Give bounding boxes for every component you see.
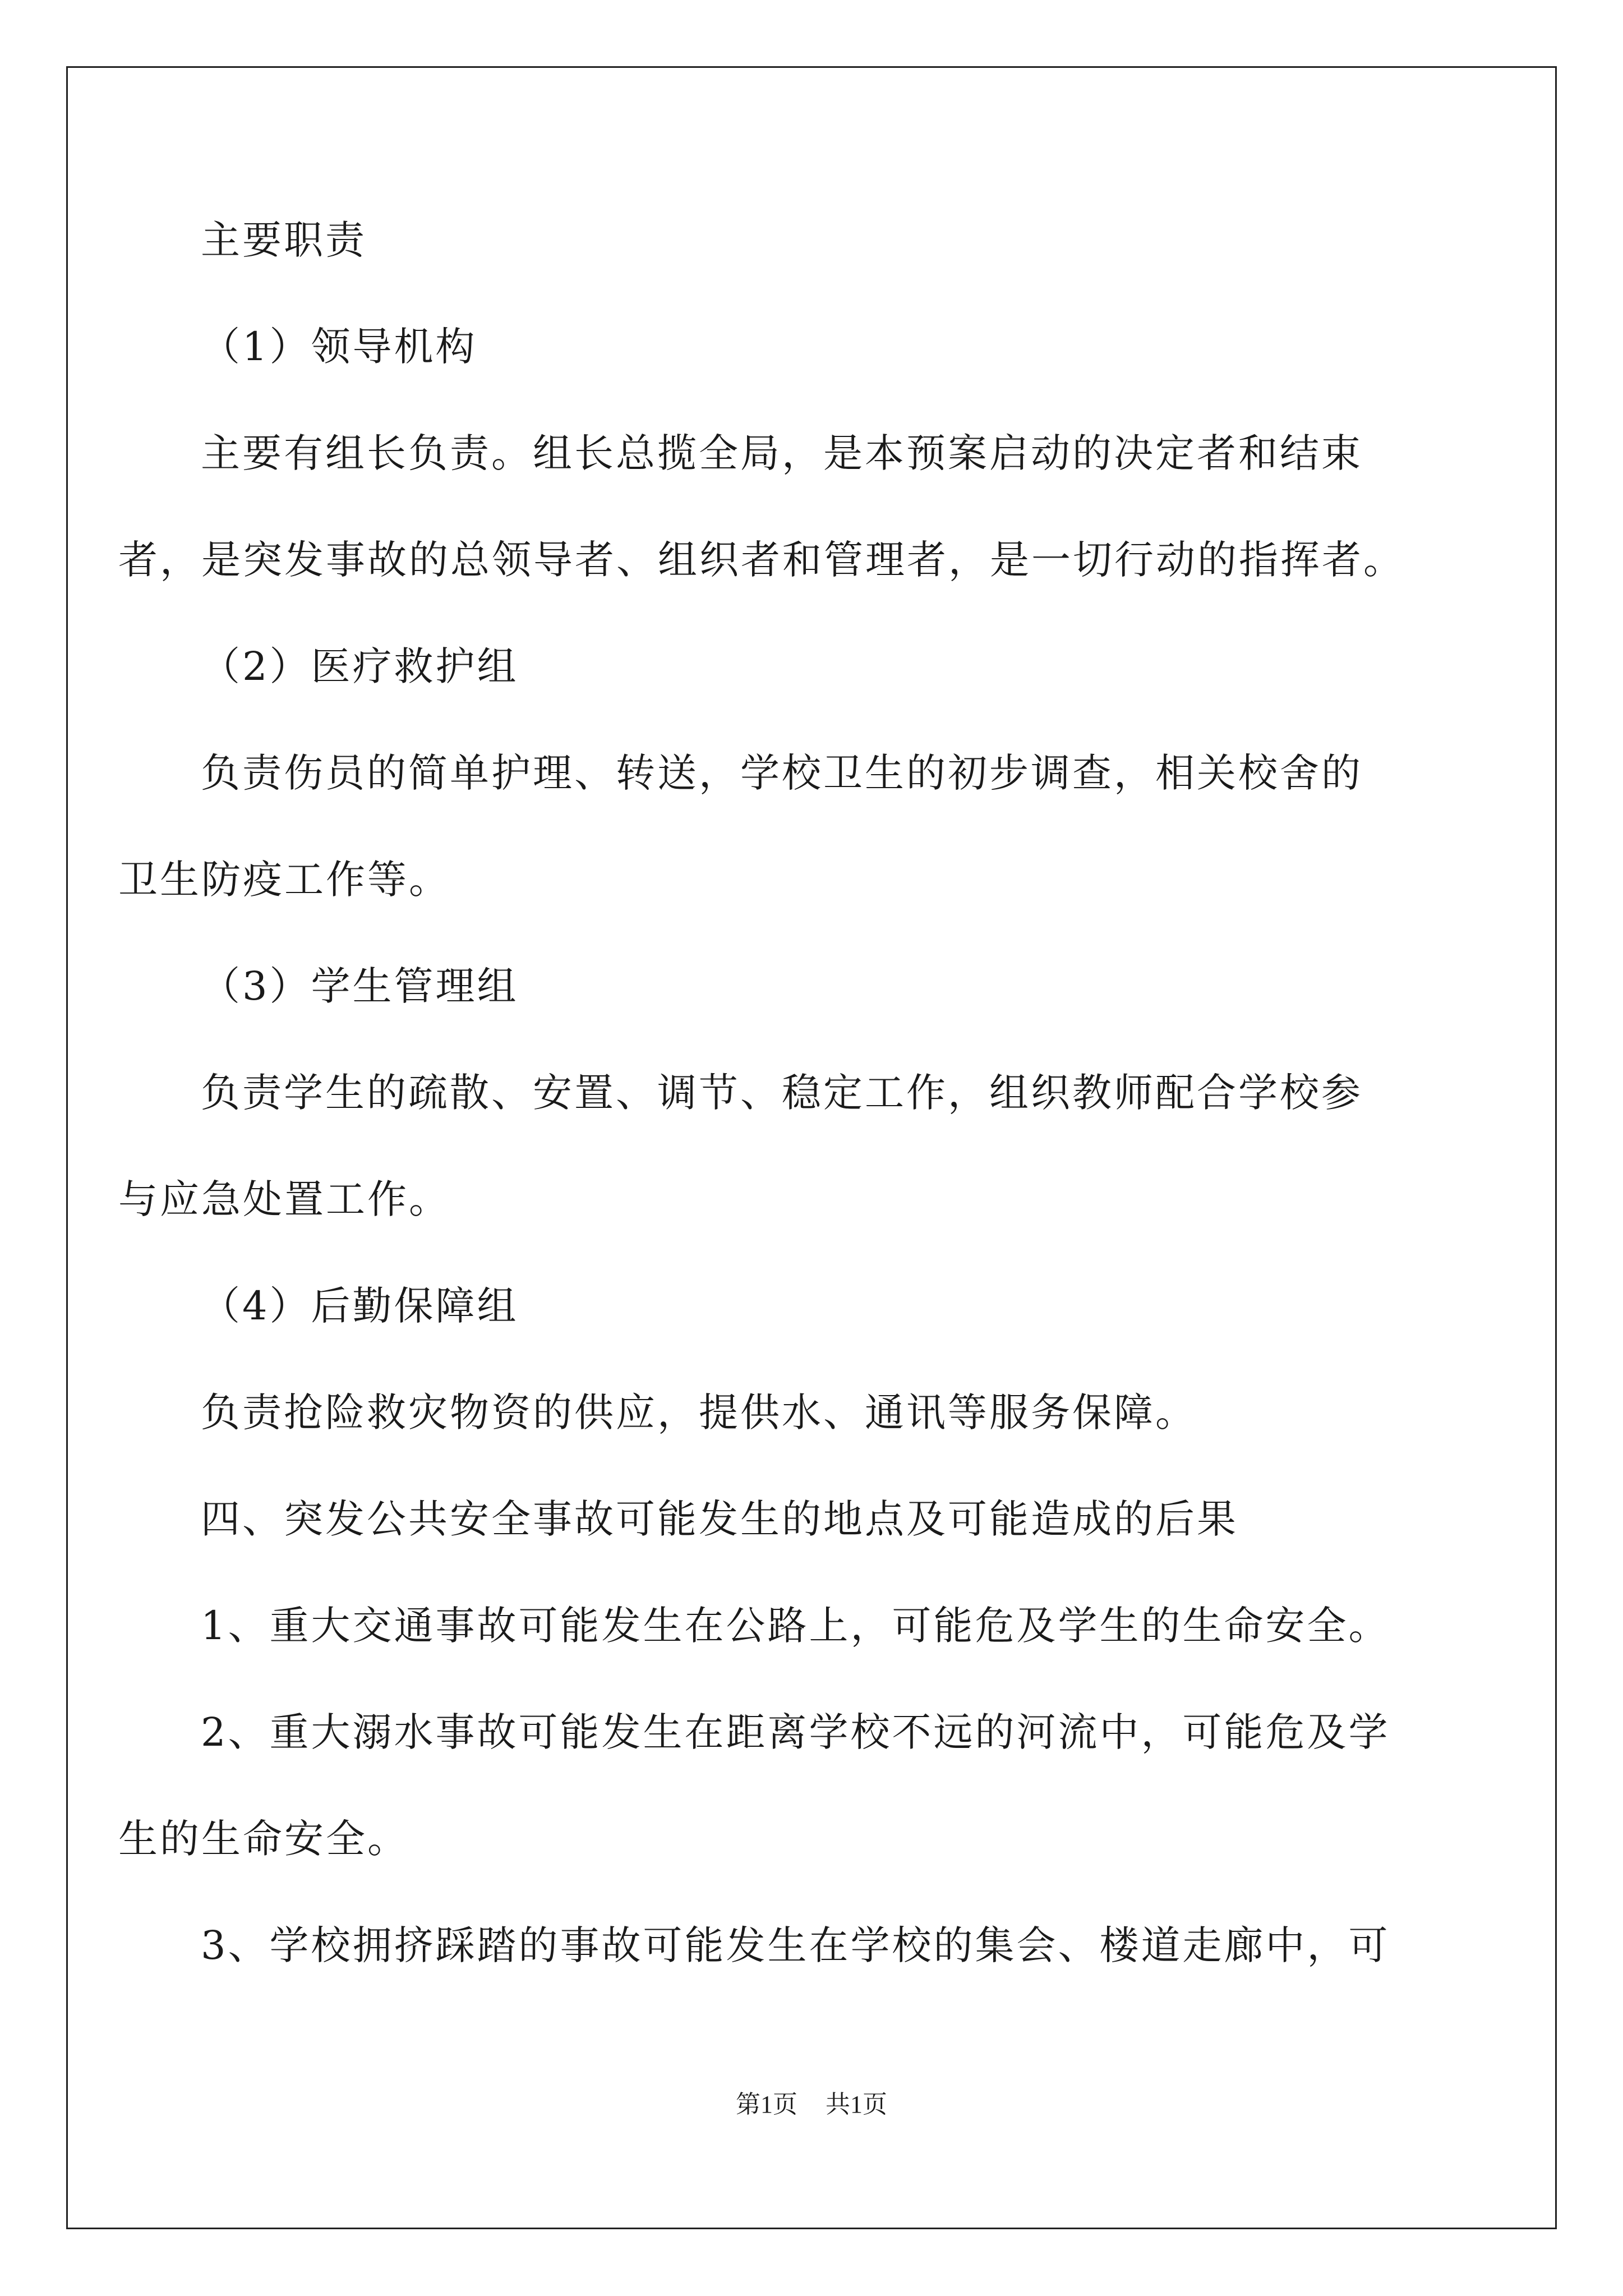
- paragraph-line: 主要职责: [201, 217, 367, 263]
- paragraph-line: （1）领导机构: [201, 324, 477, 370]
- paragraph-line: 负责抢险救灾物资的供应，提供水、通讯等服务保障。: [201, 1389, 1197, 1435]
- paragraph-line: （3）学生管理组: [201, 963, 519, 1009]
- page-border: [66, 66, 1557, 2229]
- paragraph-line: 2、重大溺水事故可能发生在距离学校不远的河流中，可能危及学: [201, 1709, 1390, 1755]
- paragraph-line: 四、突发公共安全事故可能发生的地点及可能造成的后果: [201, 1496, 1238, 1542]
- paragraph-line: 生的生命安全。: [118, 1816, 409, 1862]
- paragraph-line: 1、重大交通事故可能发生在公路上，可能危及学生的生命安全。: [201, 1603, 1390, 1649]
- paragraph-line: 卫生防疫工作等。: [118, 857, 450, 903]
- page-footer: [0, 2088, 1623, 2122]
- page-number: 第1页: [736, 2091, 797, 2118]
- paragraph-line: 与应急处置工作。: [118, 1176, 450, 1222]
- paragraph-line: （4）后勤保障组: [201, 1283, 519, 1329]
- page-total: 共1页: [826, 2091, 887, 2118]
- paragraph-line: 3、学校拥挤踩踏的事故可能发生在学校的集会、楼道走廊中，可: [201, 1922, 1390, 1968]
- paragraph-line: 负责学生的疏散、安置、调节、稳定工作，组织教师配合学校参: [201, 1070, 1363, 1116]
- paragraph-line: 者，是突发事故的总领导者、组织者和管理者，是一切行动的指挥者。: [118, 537, 1405, 583]
- paragraph-line: 负责伤员的简单护理、转送，学校卫生的初步调查，相关校舍的: [201, 750, 1363, 796]
- paragraph-line: （2）医疗救护组: [201, 643, 519, 689]
- paragraph-line: 主要有组长负责。组长总揽全局，是本预案启动的决定者和结束: [201, 430, 1363, 476]
